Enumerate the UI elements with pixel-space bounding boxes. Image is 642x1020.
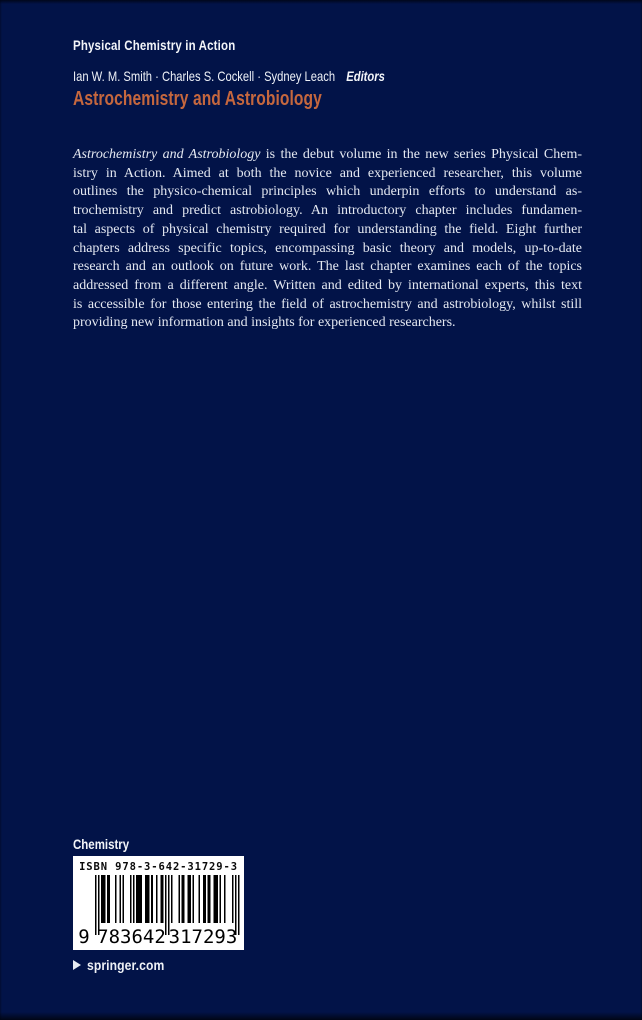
ean-barcode-svg [73, 875, 244, 947]
ean-digits-right: 317293 [168, 926, 238, 947]
blurb-line: trochemistry and predict astrobiology. An introductory chapter includes fundamen- [73, 203, 582, 219]
website-label: springer.com [87, 957, 165, 973]
authors-line [73, 67, 463, 85]
isbn-number: ISBN 978-3-642-31729-3 [79, 861, 238, 873]
editors-label: Editors [346, 68, 385, 84]
blurb-line [73, 146, 582, 165]
cover-edge-left [0, 0, 2, 1020]
isbn-barcode [73, 856, 244, 950]
blurb-line: outlines the physico-chemical principles which underpin efforts to understand as- [73, 184, 582, 200]
book-title-text: Astrochemistry and Astrobiology [73, 88, 322, 110]
cover-edge-top [0, 0, 642, 4]
publisher-website [73, 956, 173, 974]
blurb-title-italic: Astrochemistry and Astrobiology [73, 147, 261, 162]
blurb-line1-rest: is the debut volume in the new series Physical Chem- [260, 147, 583, 162]
blurb-line: providing new information and insights for experienced researchers. [73, 315, 456, 331]
ean-digit-first: 9 [78, 926, 90, 947]
arrow-icon [73, 960, 81, 970]
blurb-line: chapters address specific topics, encompassing basic theory and models, up-to-date [73, 240, 582, 256]
blurb-line: research and an outlook on future work. The last chapter examines each of the topics [73, 259, 582, 275]
category-label [73, 835, 141, 853]
series-title-text: Physical Chemistry in Action [73, 37, 236, 53]
category-label-text: Chemistry [73, 836, 130, 852]
ean-digits-left: 783642 [97, 926, 166, 947]
blurb-line: istry in Action. Aimed at both the novice and experienced researcher, this volume [73, 165, 582, 181]
blurb-line: tal aspects of physical chemistry required for understanding the field. Eight further [73, 221, 582, 237]
cover-edge-bottom [0, 1012, 642, 1020]
blurb-line: addressed from a different angle. Written and edited by international experts, this text [73, 277, 582, 293]
author-names: Ian W. M. Smith · Charles S. Cockell · Sydney Leach [73, 68, 336, 84]
blurb-paragraph [73, 146, 582, 333]
blurb-line: is accessible for those entering the field of astrochemistry and astrobiology, whilst still [73, 296, 582, 312]
book-title [73, 86, 392, 112]
series-title [73, 36, 271, 54]
